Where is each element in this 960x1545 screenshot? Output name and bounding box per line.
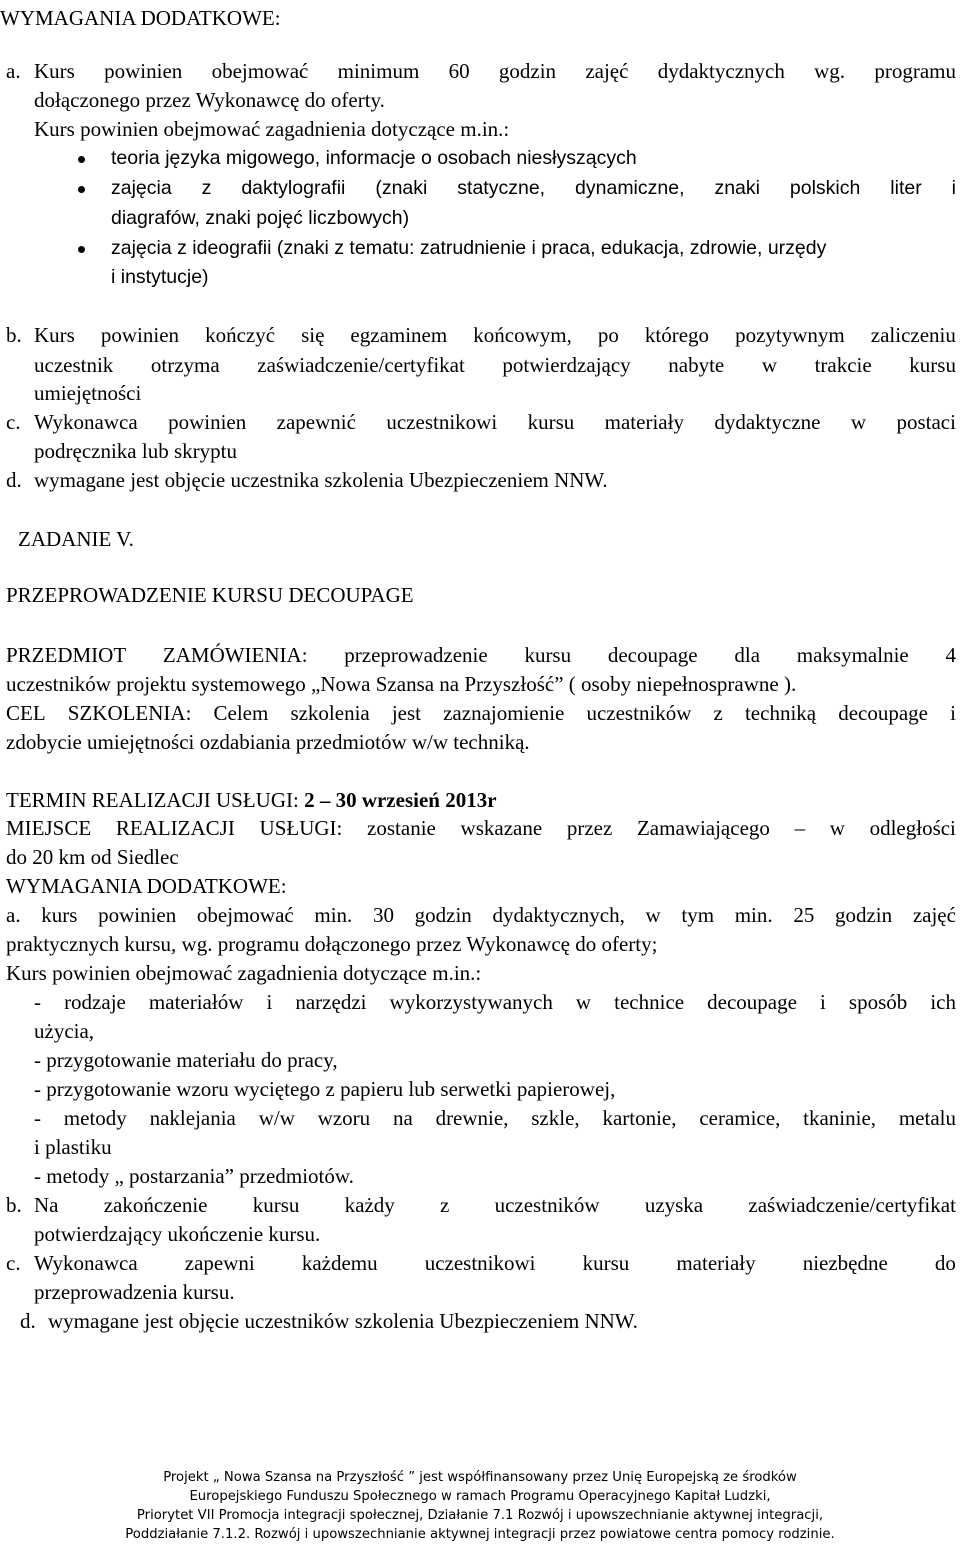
word: narzędzi <box>295 990 367 1014</box>
bullet-icon <box>78 246 85 253</box>
paragraph-line: wymagane jest objęcie uczestników szkolenia Ubezpieczeniem NNW. <box>48 1309 638 1333</box>
word: każdemu <box>301 1251 378 1275</box>
bullet-icon <box>78 186 85 193</box>
word: tkaninie, <box>803 1106 877 1130</box>
paragraph-line <box>6 905 956 926</box>
word: rodzaje <box>64 990 126 1014</box>
word: 30 <box>372 903 394 927</box>
list-marker: d. <box>20 1309 36 1333</box>
word: 4 <box>945 643 956 667</box>
word: powinien <box>100 323 180 347</box>
word: metody <box>63 1106 127 1130</box>
bullet-item-continued: diagrafów, znaki pojęć liczbowych) <box>111 207 410 229</box>
footer-line: Europejskiego Funduszu Społecznego w ramach Programu Operacyjnego Kapitał Ludzki, <box>189 1489 771 1504</box>
word: godzin <box>834 903 893 927</box>
word: i <box>820 990 826 1014</box>
paragraph-line <box>6 645 956 666</box>
word: dydaktyczne <box>714 410 821 434</box>
word: uczestnikowi <box>424 1251 536 1275</box>
word: pozytywnym <box>735 323 845 347</box>
word: szkle, <box>531 1106 580 1130</box>
word: Wykonawca <box>34 1251 138 1275</box>
word: materiałów <box>148 990 244 1014</box>
paragraph-line: dołączonego przez Wykonawcę do oferty. <box>34 88 385 112</box>
word: Zamawiającego <box>636 816 770 840</box>
word: godzin <box>414 903 472 927</box>
word: zaznajomienie <box>443 701 565 725</box>
dash-item: - metody „ postarzania” przedmiotów. <box>34 1164 354 1188</box>
word: wzoru <box>317 1106 371 1130</box>
word: ich <box>930 990 956 1014</box>
word: odległości <box>869 816 956 840</box>
paragraph-line <box>34 355 956 376</box>
footer-line: Projekt „ Nowa Szansa na Przyszłość ” jest współfinansowany przez Unię Europejską ze środków <box>163 1470 797 1485</box>
bullet-icon <box>78 156 85 163</box>
word: wykorzystywanych <box>389 990 553 1014</box>
word: PRZEDMIOT <box>6 643 127 667</box>
word: Na <box>34 1193 59 1217</box>
word: w <box>575 990 592 1014</box>
word: i <box>951 177 956 199</box>
word: z <box>713 701 723 725</box>
list-marker: a. <box>6 59 21 83</box>
task-subtitle: PRZEPROWADZENIE KURSU DECOUPAGE <box>6 583 414 607</box>
word: potwierdzający <box>502 353 631 377</box>
word: każdy <box>344 1193 395 1217</box>
word: zapewni <box>184 1251 255 1275</box>
word: kursu <box>909 353 956 377</box>
word: po <box>597 323 619 347</box>
task-title: ZADANIE V. <box>18 527 134 551</box>
word: 25 <box>793 903 815 927</box>
paragraph-line <box>34 61 956 82</box>
word: uczestników <box>586 701 692 725</box>
word: kursu <box>527 410 575 434</box>
word: min. <box>734 903 773 927</box>
word: kartonie, <box>602 1106 677 1130</box>
bullet-item: zajęcia z ideografii (znaki z tematu: zatrudnienie i praca, edukacja, zdrowie, urzędy <box>111 237 827 259</box>
word: a. <box>6 903 21 927</box>
paragraph-line <box>34 325 956 346</box>
paragraph-line: przeprowadzenia kursu. <box>34 1280 235 1304</box>
word: liter <box>890 177 922 199</box>
word: technice <box>614 990 685 1014</box>
word: szkolenia <box>290 701 370 725</box>
word: daktylografii <box>241 177 346 199</box>
word: decoupage <box>607 643 698 667</box>
word: ZAMÓWIENIA: <box>162 643 308 667</box>
word: decoupage <box>838 701 928 725</box>
word: SZKOLENIA: <box>67 701 192 725</box>
word: w <box>850 410 867 434</box>
word: w <box>645 903 661 927</box>
word: kursu <box>524 643 572 667</box>
paragraph-line <box>6 818 956 839</box>
word: i <box>950 701 956 725</box>
word: niezbędne <box>802 1251 888 1275</box>
word: uzyska <box>644 1193 704 1217</box>
word: z <box>201 177 212 199</box>
dash-item <box>34 992 956 1013</box>
dash-item-continued: użycia, <box>34 1019 95 1043</box>
paragraph-line <box>6 703 956 724</box>
word: 60 <box>448 59 470 83</box>
paragraph-line: Kurs powinien obejmować zagadnienia dotyczące m.in.: <box>34 117 510 141</box>
word: materiały <box>604 410 684 434</box>
word: kursu <box>582 1251 630 1275</box>
word: końcowym, <box>473 323 572 347</box>
paragraph-line: Kurs powinien obejmować zagadnienia dotyczące m.in.: <box>6 961 482 985</box>
word: powinien <box>104 59 183 83</box>
word: wskazane <box>460 816 543 840</box>
word: minimum <box>337 59 420 83</box>
word: sposób <box>848 990 908 1014</box>
word: REALIZACJI <box>115 816 235 840</box>
bullet-item <box>111 179 956 199</box>
word: w/w <box>258 1106 295 1130</box>
word: - <box>34 1106 41 1130</box>
word: powinien <box>98 903 177 927</box>
word: zakończenie <box>103 1193 208 1217</box>
dash-item: - przygotowanie wzoru wyciętego z papieru lub serwetki papierowej, <box>34 1077 616 1101</box>
paragraph-line: umiejętności <box>34 381 142 405</box>
word: MIEJSCE <box>6 816 92 840</box>
word: maksymalnie <box>796 643 909 667</box>
word: drewnie, <box>435 1106 509 1130</box>
word: z <box>440 1193 450 1217</box>
dash-item <box>34 1108 956 1129</box>
word: w <box>761 353 777 377</box>
word: zajęcia <box>111 177 172 199</box>
word: decoupage <box>707 990 797 1014</box>
word: przez <box>566 816 613 840</box>
word: zaświadczenie/certyfikat <box>257 353 465 377</box>
list-marker: c. <box>6 410 21 434</box>
paragraph-line: podręcznika lub skryptu <box>34 439 237 463</box>
list-marker: b. <box>6 323 22 347</box>
word: ceramice, <box>699 1106 781 1130</box>
word: trakcie <box>814 353 872 377</box>
word: zajęć <box>585 59 629 83</box>
paragraph-line: zdobycie umiejętności ozdabiania przedmiotów w/w techniką. <box>6 730 530 754</box>
word: naklejania <box>149 1106 236 1130</box>
word: wg. <box>814 59 846 83</box>
word: egzaminem <box>350 323 448 347</box>
word: Kurs <box>34 59 75 83</box>
word: kurs <box>41 903 78 927</box>
word: statyczne, <box>457 177 546 199</box>
word: nabyte <box>668 353 725 377</box>
word: zostanie <box>367 816 436 840</box>
word: uczestnikowi <box>386 410 498 434</box>
paragraph-line <box>34 1253 956 1274</box>
word: przeprowadzenie <box>344 643 488 667</box>
word: dydaktycznych <box>657 59 785 83</box>
word: polskich <box>789 177 861 199</box>
word: otrzyma <box>150 353 220 377</box>
word: do <box>934 1251 956 1275</box>
word: dydaktycznych, <box>492 903 625 927</box>
word: uczestnik <box>34 353 114 377</box>
word: kończyć <box>205 323 276 347</box>
term-value: 2 – 30 wrzesień 2013r <box>304 788 497 812</box>
word: dynamiczne, <box>575 177 685 199</box>
word: się <box>301 323 325 347</box>
word: zajęć <box>912 903 956 927</box>
word: powinien <box>168 410 247 434</box>
bullet-item: teoria języka migowego, informacje o osobach niesłyszących <box>111 147 637 169</box>
word: Celem <box>213 701 269 725</box>
word: obejmować <box>211 59 309 83</box>
word: którego <box>644 323 710 347</box>
paragraph-line: uczestników projektu systemowego „Nowa Szansa na Przyszłość” ( osoby niepełnosprawne ). <box>6 672 797 696</box>
word: tym <box>681 903 715 927</box>
paragraph-line <box>34 1195 956 1216</box>
word: na <box>392 1106 413 1130</box>
paragraph-line <box>34 412 956 433</box>
word: Wykonawca <box>34 410 138 434</box>
word: zapewnić <box>276 410 356 434</box>
dash-item: - przygotowanie materiału do pracy, <box>34 1048 338 1072</box>
word: zaliczeniu <box>870 323 956 347</box>
section-heading: WYMAGANIA DODATKOWE: <box>6 874 287 898</box>
paragraph-line: do 20 km od Siedlec <box>6 845 179 869</box>
word: materiały <box>676 1251 756 1275</box>
bullet-item-continued: i instytucje) <box>111 266 209 288</box>
word: – <box>794 816 806 840</box>
word: min. <box>314 903 353 927</box>
dash-item-continued: i plastiku <box>34 1135 112 1159</box>
word: techniką <box>744 701 817 725</box>
word: CEL <box>6 701 46 725</box>
word: godzin <box>498 59 557 83</box>
paragraph-line: potwierdzający ukończenie kursu. <box>34 1222 321 1246</box>
word: jest <box>391 701 422 725</box>
footer-line: Poddziałanie 7.1.2. Rozwój i upowszechnianie aktywnej integracji przez powiatowe centra pomocy rodzinie. <box>125 1527 835 1542</box>
word: uczestników <box>494 1193 600 1217</box>
word: (znaki <box>375 177 428 199</box>
word: w <box>829 816 845 840</box>
list-marker: d. <box>6 468 22 492</box>
paragraph-line: praktycznych kursu, wg. programu dołączonego przez Wykonawcę do oferty; <box>6 932 658 956</box>
word: zaświadczenie/certyfikat <box>748 1193 956 1217</box>
word: i <box>266 990 273 1014</box>
word: postaci <box>896 410 956 434</box>
list-marker: b. <box>6 1193 22 1217</box>
word: USŁUGI: <box>259 816 343 840</box>
footer-line: Priorytet VII Promocja integracji społecznej, Działanie 7.1 Rozwój i upowszechnianie aktywnej integracji, <box>136 1508 824 1523</box>
word: - <box>34 990 41 1014</box>
word: kursu <box>252 1193 300 1217</box>
section-heading: WYMAGANIA DODATKOWE: <box>0 6 281 30</box>
term-line <box>6 790 497 811</box>
list-marker: c. <box>6 1251 21 1275</box>
paragraph-line: wymagane jest objęcie uczestnika szkolenia Ubezpieczeniem NNW. <box>34 468 608 492</box>
word: programu <box>874 59 956 83</box>
word: znaki <box>714 177 760 199</box>
word: metalu <box>898 1106 956 1130</box>
word: dla <box>734 643 761 667</box>
word: Kurs <box>34 323 75 347</box>
term-label: TERMIN REALIZACJI USŁUGI: <box>6 788 305 812</box>
word: obejmować <box>196 903 294 927</box>
